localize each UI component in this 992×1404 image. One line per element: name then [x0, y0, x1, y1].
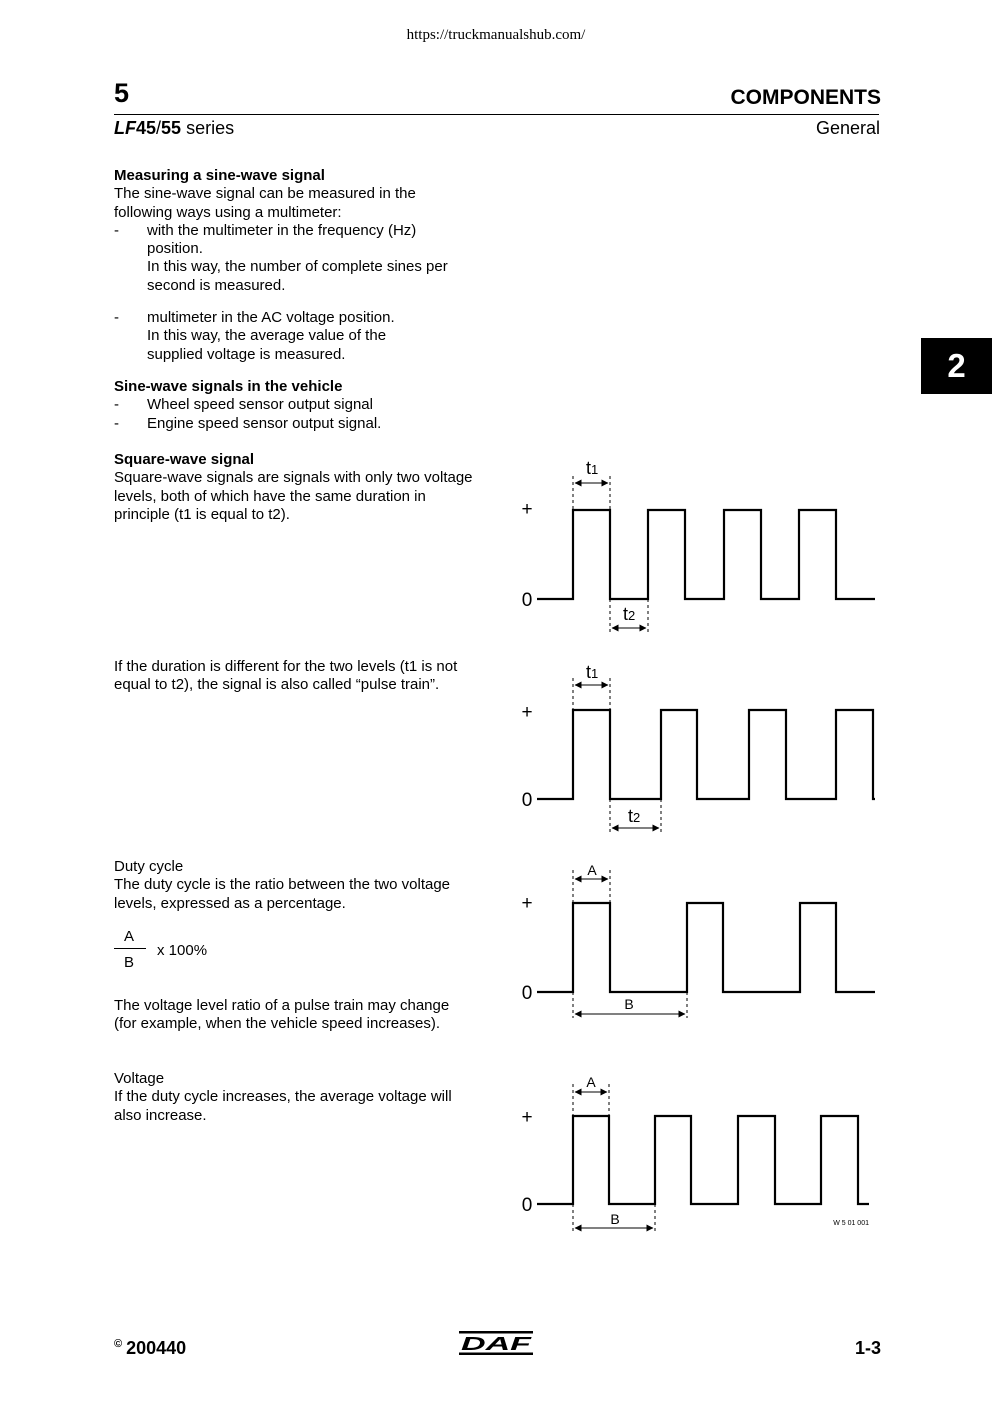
t2-label: t2 [623, 604, 636, 624]
sine-vehicle-item2: Engine speed sensor output signal. [147, 414, 382, 432]
sine-measure-item2-line1: multimeter in the AC voltage position. [147, 309, 395, 327]
footer-code-text: 200440 [126, 1338, 187, 1358]
duty-cycle-body2: The voltage level ratio of a pulse train may change (for example, when the vehicle speed increases). [114, 997, 450, 1033]
formula-numerator: A [124, 928, 135, 945]
voltage-heading: Voltage [114, 1070, 165, 1087]
sine-vehicle-item1: Wheel speed sensor output signal [147, 396, 373, 414]
section-title: General [815, 118, 880, 138]
t2-label: t2 [628, 806, 641, 826]
pulse-train-line [537, 710, 875, 799]
chapter-title: COMPONENTS [730, 86, 881, 109]
pulse-train-text: If the duration is different for the two levels (t1 is not equal to t2), the signal is also called “pulse train”. [114, 658, 458, 694]
pulse-train-diagram [521, 662, 875, 832]
list-item: - multimeter in the AC voltage position. In this way, the average value of the supplied voltage is measured. [114, 309, 474, 364]
list-item: - Wheel speed sensor output signal [114, 396, 373, 414]
duty-cycle-diagram [521, 862, 875, 1018]
chapter-number: 5 [114, 78, 130, 108]
zero-label: 0 [521, 790, 533, 811]
series-model-b: 45 [136, 118, 157, 138]
label-a: A [587, 862, 597, 878]
duty-cycle-heading: Duty cycle [114, 858, 184, 875]
zero-label: 0 [521, 1195, 533, 1216]
source-url: https://truckmanualshub.com/ [406, 27, 586, 43]
zero-label: 0 [521, 590, 533, 611]
sine-vehicle-block [114, 378, 474, 433]
figure-code: W 5 01 001 [833, 1220, 869, 1227]
duty-cycle-block [114, 858, 474, 913]
voltage-line [537, 1116, 869, 1204]
svg-text:DAF: DAF [461, 1334, 533, 1354]
square-heading: Square-wave signal [114, 451, 255, 468]
series-word: series [181, 118, 235, 138]
square-body: Square-wave signals are signals with only two voltage levels, both of which have the same duration in principle (t1 is equal to t2). [114, 469, 473, 523]
sine-measure-block [114, 167, 474, 364]
sine-measure-item1-line2: In this way, the number of complete sines per second is measured. [147, 258, 448, 294]
header-rule [114, 114, 879, 115]
t1-label: t1 [586, 662, 599, 682]
voltage-body: If the duty cycle increases, the average voltage will also increase. [114, 1088, 452, 1124]
footer-code [114, 1338, 186, 1359]
list-item: - Engine speed sensor output signal. [114, 414, 382, 432]
copyright-symbol: © [114, 1338, 123, 1350]
label-a: A [586, 1074, 596, 1090]
formula-bar [114, 948, 146, 949]
plus-label: + [521, 499, 533, 520]
sine-measure-heading: Measuring a sine-wave signal [114, 167, 325, 184]
label-b: B [624, 996, 634, 1012]
list-item: - with the multimeter in the frequency (Hz) position. In this way, the number of complete sines per second is measured. [114, 222, 474, 295]
sine-measure-item2-line2: In this way, the average value of the supplied voltage is measured. [147, 327, 387, 363]
sine-vehicle-heading: Sine-wave signals in the vehicle [114, 378, 343, 395]
voltage-diagram [521, 1074, 869, 1232]
voltage-block [114, 1070, 474, 1125]
plus-label: + [521, 893, 533, 914]
chapter-tab: 2 [921, 338, 992, 394]
series-model-c: 55 [161, 118, 182, 138]
square-block [114, 451, 474, 524]
formula-multiplier: x 100% [157, 942, 208, 959]
formula-denominator: B [124, 954, 135, 971]
sine-measure-intro: The sine-wave signal can be measured in the following ways using a multimeter: [114, 185, 416, 221]
page-number: 1-3 [854, 1338, 881, 1358]
duty-cycle-line [537, 903, 875, 992]
series-label [114, 118, 234, 139]
series-sep: / [156, 118, 162, 138]
plus-label: + [521, 702, 533, 723]
duty-cycle-body: The duty cycle is the ratio between the two voltage levels, expressed as a percentage. [114, 876, 451, 912]
square-wave-diagram [521, 458, 875, 632]
daf-logo [459, 1331, 533, 1355]
label-b: B [610, 1211, 620, 1227]
square-wave-line [537, 510, 875, 599]
plus-label: + [521, 1107, 533, 1128]
waveform-figure [505, 448, 885, 1238]
sine-measure-item1-line1: with the multimeter in the frequency (Hz) position. [147, 221, 417, 258]
zero-label: 0 [521, 983, 533, 1004]
t1-label: t1 [586, 458, 599, 478]
series-model-a: LF [114, 118, 136, 138]
